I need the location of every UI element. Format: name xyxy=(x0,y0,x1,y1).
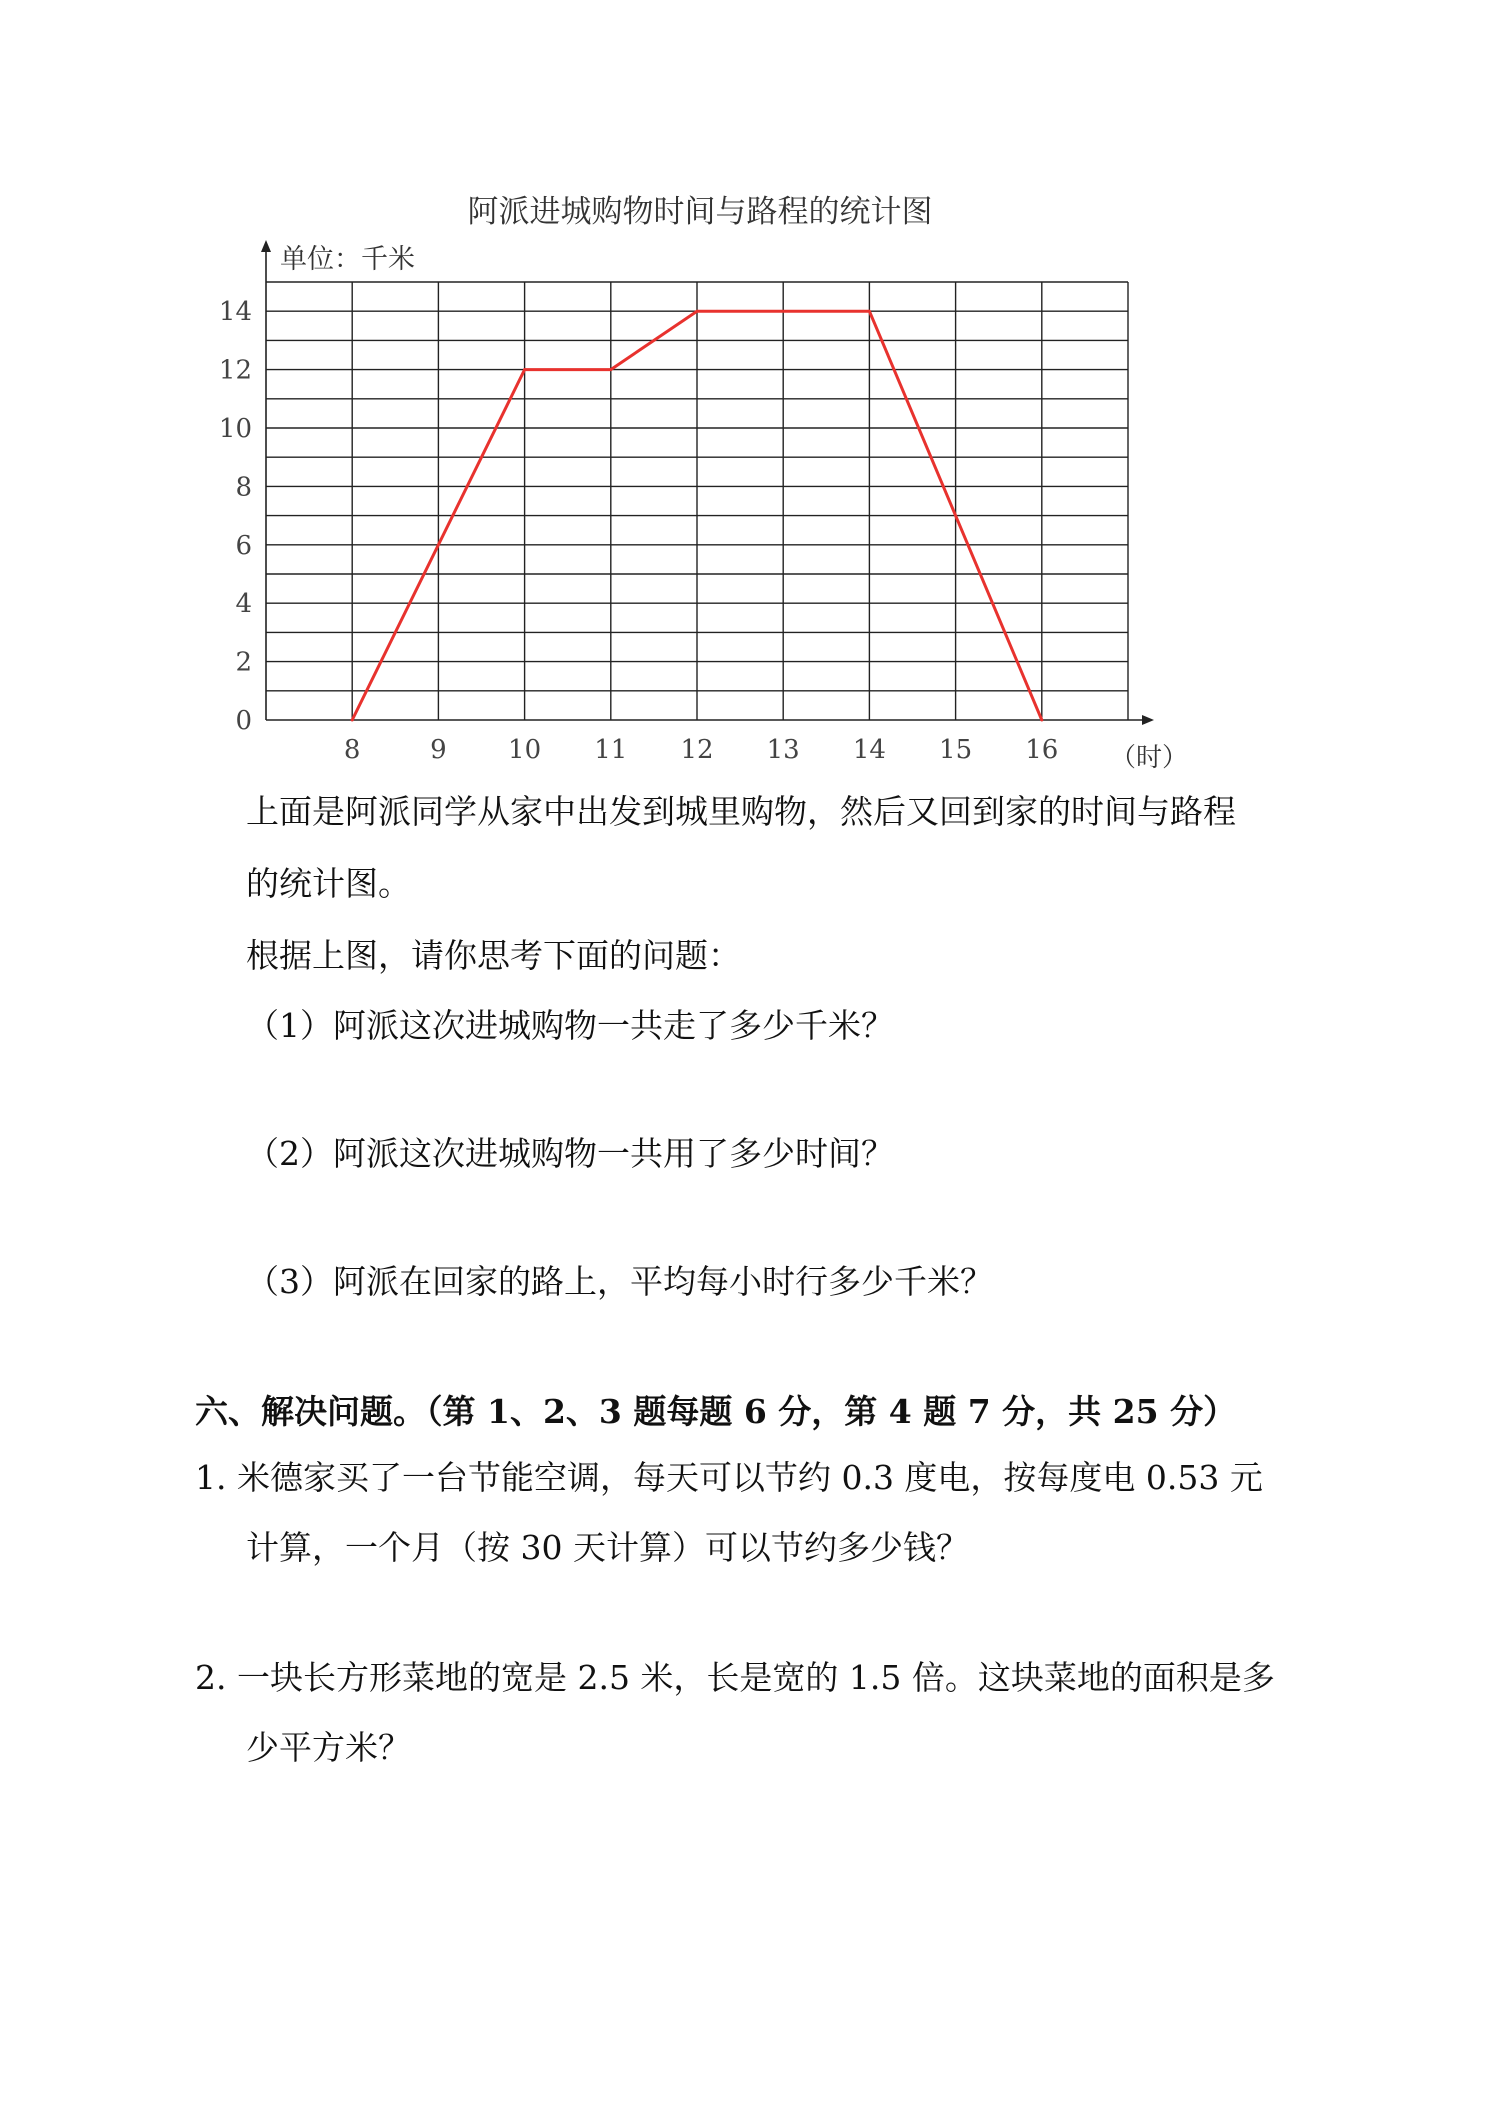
y-tick-label: 10 xyxy=(218,414,252,444)
data-point xyxy=(609,368,612,371)
x-axis-label: （时） xyxy=(1110,743,1189,773)
intro-line-3: 根据上图，请你思考下面的问题： xyxy=(246,936,741,975)
x-tick-label: 9 xyxy=(430,735,447,765)
y-axis-label: 单位：千米 xyxy=(280,244,415,275)
x-tick-label: 12 xyxy=(680,735,714,765)
question-2: （2）阿派这次进城购物一共用了多少时间？ xyxy=(246,1134,894,1173)
y-tick-label: 14 xyxy=(218,297,252,328)
data-point xyxy=(696,310,699,313)
intro-line-1: 上面是阿派同学从家中出发到城里购物，然后又回到家的时间与路程 xyxy=(246,792,1236,831)
x-tick-label: 11 xyxy=(594,735,628,765)
data-point xyxy=(351,719,354,722)
x-axis-arrow-icon xyxy=(1142,715,1154,725)
section-6-title: 六、解决问题。（第 1、2、3 题每题 6 分，第 4 题 7 分，共 25 分） xyxy=(195,1392,1237,1431)
x-tick-label: 15 xyxy=(939,735,973,765)
x-tick-label: 13 xyxy=(766,735,800,765)
x-tick-label: 16 xyxy=(1025,735,1059,765)
chart-grid xyxy=(266,282,1128,720)
question-3: （3）阿派在回家的路上，平均每小时行多少千米？ xyxy=(246,1262,993,1301)
y-tick-label: 0 xyxy=(235,706,252,736)
intro-line-2: 的统计图。 xyxy=(246,864,411,903)
x-tick-label: 8 xyxy=(343,735,361,765)
problem-2-line-2: 少平方米？ xyxy=(246,1728,411,1767)
problem-1-line-1: 1. 米德家买了一台节能空调，每天可以节约 0.3 度电，按每度电 0.53 元 xyxy=(195,1458,1263,1497)
y-tick-label: 8 xyxy=(235,472,252,503)
x-tick-label: 10 xyxy=(508,735,542,765)
data-point xyxy=(523,368,526,371)
distance-time-line-chart xyxy=(200,236,1190,786)
data-point xyxy=(1040,719,1043,722)
problem-2-line-1: 2. 一块长方形菜地的宽是 2.5 米，长是宽的 1.5 倍。这块菜地的面积是多 xyxy=(195,1658,1275,1697)
y-tick-label: 12 xyxy=(218,355,252,386)
y-axis-arrow-icon xyxy=(261,240,271,252)
x-tick-label: 14 xyxy=(852,735,886,765)
y-tick-label: 4 xyxy=(235,589,252,620)
y-tick-label: 6 xyxy=(235,530,252,561)
question-1: （1）阿派这次进城购物一共走了多少千米？ xyxy=(246,1006,894,1045)
chart-title: 阿派进城购物时间与路程的统计图 xyxy=(467,194,933,230)
problem-1-line-2: 计算，一个月（按 30 天计算）可以节约多少钱？ xyxy=(246,1528,969,1567)
data-point xyxy=(868,310,871,313)
y-tick-label: 2 xyxy=(235,647,252,678)
chart-axes xyxy=(261,240,1154,725)
